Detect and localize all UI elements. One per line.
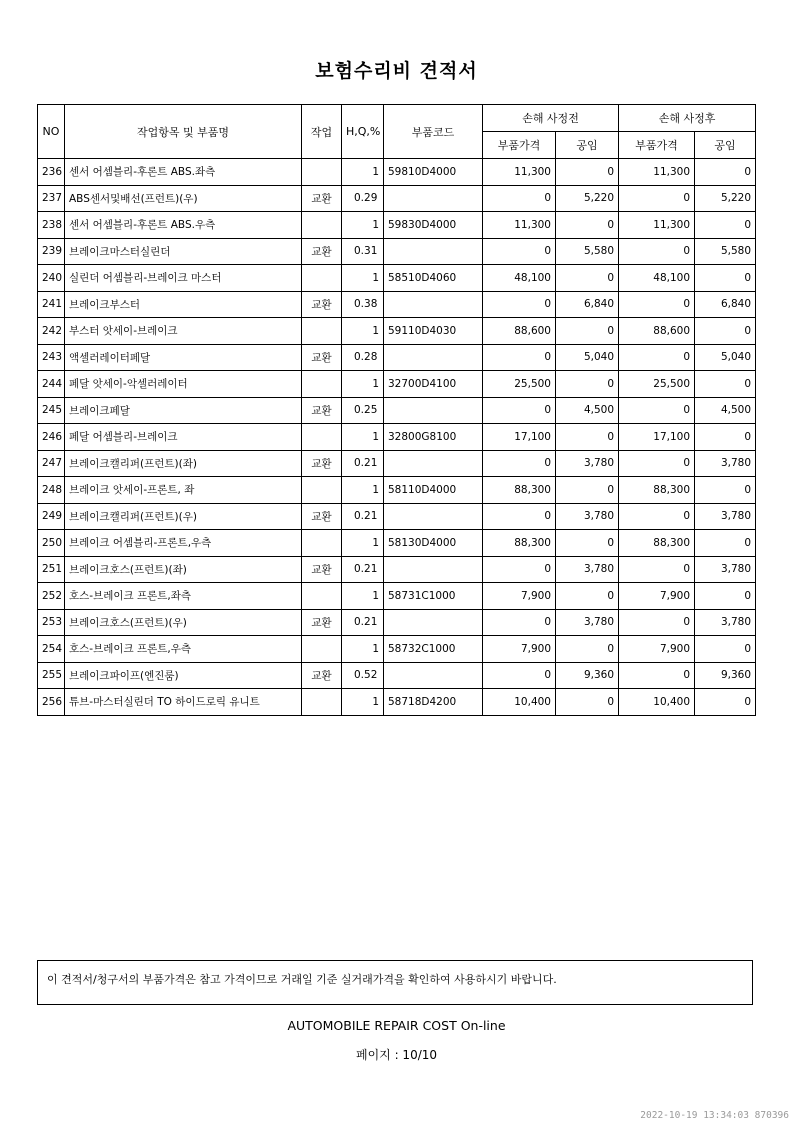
row-before-part-price: 0	[483, 238, 556, 265]
row-part-code: 59110D4030	[384, 318, 483, 345]
row-no: 237	[38, 185, 65, 212]
row-part-code	[384, 397, 483, 424]
row-after-labor: 0	[695, 530, 756, 557]
row-before-part-price: 0	[483, 662, 556, 689]
row-part-code: 32800G8100	[384, 424, 483, 451]
row-item-name: 브레이크마스터실린더	[65, 238, 302, 265]
row-no: 236	[38, 159, 65, 186]
row-after-part-price: 11,300	[619, 212, 695, 239]
row-before-part-price: 0	[483, 291, 556, 318]
row-after-part-price: 7,900	[619, 636, 695, 663]
row-before-labor: 3,780	[556, 503, 619, 530]
row-before-labor: 0	[556, 212, 619, 239]
table-row	[38, 583, 756, 610]
row-after-part-price: 0	[619, 662, 695, 689]
row-hq: 1	[342, 371, 384, 398]
row-hq: 0.21	[342, 450, 384, 477]
row-item-name: 센서 어셈블리-후론트 ABS.우측	[65, 212, 302, 239]
row-item-name: 센서 어셈블리-후론트 ABS.좌측	[65, 159, 302, 186]
row-after-labor: 0	[695, 636, 756, 663]
row-after-labor: 5,580	[695, 238, 756, 265]
row-no: 244	[38, 371, 65, 398]
row-item-name: 브레이크캘리퍼(프런트)(우)	[65, 503, 302, 530]
row-work	[302, 424, 342, 451]
footer-brand: AUTOMOBILE REPAIR COST On-line	[287, 1018, 506, 1033]
row-after-labor: 0	[695, 159, 756, 186]
row-after-part-price: 88,600	[619, 318, 695, 345]
row-before-labor: 0	[556, 530, 619, 557]
row-part-code	[384, 344, 483, 371]
row-no: 245	[38, 397, 65, 424]
row-after-labor: 0	[695, 212, 756, 239]
table-row	[38, 318, 756, 345]
row-part-code	[384, 556, 483, 583]
row-no: 248	[38, 477, 65, 504]
row-after-labor: 3,780	[695, 450, 756, 477]
row-after-labor: 0	[695, 318, 756, 345]
table-row	[38, 424, 756, 451]
row-before-labor: 0	[556, 265, 619, 292]
row-hq: 1	[342, 530, 384, 557]
row-item-name: 부스터 앗세이-브레이크	[65, 318, 302, 345]
table-row	[38, 212, 756, 239]
row-hq: 1	[342, 159, 384, 186]
row-before-part-price: 88,300	[483, 530, 556, 557]
row-after-labor: 0	[695, 583, 756, 610]
print-timestamp: 2022-10-19 13:34:03 870396	[640, 1110, 789, 1121]
row-no: 251	[38, 556, 65, 583]
row-no: 249	[38, 503, 65, 530]
row-after-labor: 0	[695, 265, 756, 292]
row-item-name: 브레이크 어셈블리-프론트,우측	[65, 530, 302, 557]
row-before-labor: 0	[556, 583, 619, 610]
table-row	[38, 159, 756, 186]
row-work: 교환	[302, 662, 342, 689]
row-no: 242	[38, 318, 65, 345]
row-after-part-price: 11,300	[619, 159, 695, 186]
row-after-part-price: 0	[619, 556, 695, 583]
header-after: 손해 사정후	[619, 105, 756, 132]
row-after-labor: 0	[695, 424, 756, 451]
row-no: 246	[38, 424, 65, 451]
row-after-part-price: 88,300	[619, 477, 695, 504]
row-hq: 1	[342, 477, 384, 504]
table-row	[38, 503, 756, 530]
row-hq: 0.28	[342, 344, 384, 371]
row-after-part-price: 7,900	[619, 583, 695, 610]
row-after-part-price: 88,300	[619, 530, 695, 557]
row-item-name: 브레이크 앗세이-프론트, 좌	[65, 477, 302, 504]
table-row	[38, 238, 756, 265]
row-work: 교환	[302, 291, 342, 318]
row-hq: 0.52	[342, 662, 384, 689]
row-before-labor: 5,040	[556, 344, 619, 371]
row-before-labor: 3,780	[556, 450, 619, 477]
row-hq: 0.21	[342, 556, 384, 583]
row-work	[302, 318, 342, 345]
row-work	[302, 212, 342, 239]
row-item-name: 브레이크호스(프런트)(좌)	[65, 556, 302, 583]
row-part-code: 59810D4000	[384, 159, 483, 186]
row-hq: 0.31	[342, 238, 384, 265]
row-part-code: 58731C1000	[384, 583, 483, 610]
row-before-part-price: 17,100	[483, 424, 556, 451]
row-before-labor: 0	[556, 689, 619, 716]
row-before-part-price: 11,300	[483, 159, 556, 186]
row-hq: 1	[342, 636, 384, 663]
row-work: 교환	[302, 238, 342, 265]
row-item-name: ABS센서및배선(프런트)(우)	[65, 185, 302, 212]
row-hq: 1	[342, 583, 384, 610]
row-hq: 1	[342, 265, 384, 292]
row-after-part-price: 0	[619, 450, 695, 477]
row-work: 교환	[302, 397, 342, 424]
header-after-part-price: 부품가격	[619, 132, 695, 159]
row-hq: 0.21	[342, 609, 384, 636]
row-hq: 1	[342, 424, 384, 451]
row-work	[302, 636, 342, 663]
row-part-code: 58732C1000	[384, 636, 483, 663]
row-before-part-price: 7,900	[483, 636, 556, 663]
row-before-part-price: 0	[483, 397, 556, 424]
row-before-labor: 3,780	[556, 556, 619, 583]
row-after-labor: 0	[695, 371, 756, 398]
row-before-labor: 5,220	[556, 185, 619, 212]
row-work: 교환	[302, 556, 342, 583]
row-item-name: 실린더 어셈블리-브레이크 마스터	[65, 265, 302, 292]
table-row	[38, 397, 756, 424]
row-before-part-price: 0	[483, 185, 556, 212]
row-no: 256	[38, 689, 65, 716]
row-no: 238	[38, 212, 65, 239]
row-item-name: 브레이크페달	[65, 397, 302, 424]
row-item-name: 튜브-마스터실린더 TO 하이드로릭 유니트	[65, 689, 302, 716]
row-before-part-price: 11,300	[483, 212, 556, 239]
row-part-code: 58110D4000	[384, 477, 483, 504]
row-no: 243	[38, 344, 65, 371]
row-no: 255	[38, 662, 65, 689]
row-before-labor: 0	[556, 318, 619, 345]
row-item-name: 브레이크호스(프런트)(우)	[65, 609, 302, 636]
row-after-part-price: 0	[619, 609, 695, 636]
row-work: 교환	[302, 609, 342, 636]
row-after-labor: 5,220	[695, 185, 756, 212]
row-no: 253	[38, 609, 65, 636]
row-after-part-price: 0	[619, 238, 695, 265]
row-before-labor: 3,780	[556, 609, 619, 636]
table-row	[38, 662, 756, 689]
header-before: 손해 사정전	[483, 105, 619, 132]
row-part-code	[384, 291, 483, 318]
row-part-code: 58510D4060	[384, 265, 483, 292]
row-work: 교환	[302, 450, 342, 477]
row-part-code: 58718D4200	[384, 689, 483, 716]
row-after-part-price: 25,500	[619, 371, 695, 398]
row-before-labor: 4,500	[556, 397, 619, 424]
row-after-part-price: 0	[619, 185, 695, 212]
header-work: 작업	[302, 105, 342, 159]
row-no: 239	[38, 238, 65, 265]
header-hq: H,Q,%	[342, 105, 384, 159]
row-before-part-price: 0	[483, 503, 556, 530]
row-after-labor: 9,360	[695, 662, 756, 689]
table-row	[38, 530, 756, 557]
table-row	[38, 636, 756, 663]
row-before-part-price: 25,500	[483, 371, 556, 398]
row-before-labor: 5,580	[556, 238, 619, 265]
row-part-code	[384, 503, 483, 530]
row-work	[302, 689, 342, 716]
row-part-code: 32700D4100	[384, 371, 483, 398]
row-before-labor: 0	[556, 159, 619, 186]
row-before-part-price: 88,300	[483, 477, 556, 504]
row-hq: 0.38	[342, 291, 384, 318]
row-item-name: 페달 어셈블리-브레이크	[65, 424, 302, 451]
row-work: 교환	[302, 185, 342, 212]
row-no: 240	[38, 265, 65, 292]
table-row	[38, 291, 756, 318]
table-row	[38, 265, 756, 292]
row-before-part-price: 0	[483, 556, 556, 583]
header-code: 부품코드	[384, 105, 483, 159]
row-no: 254	[38, 636, 65, 663]
row-before-labor: 0	[556, 371, 619, 398]
row-hq: 0.25	[342, 397, 384, 424]
row-part-code: 58130D4000	[384, 530, 483, 557]
row-work	[302, 477, 342, 504]
row-work: 교환	[302, 344, 342, 371]
row-part-code	[384, 185, 483, 212]
header-item: 작업항목 및 부품명	[65, 105, 302, 159]
row-before-labor: 9,360	[556, 662, 619, 689]
row-item-name: 브레이크파이프(엔진룸)	[65, 662, 302, 689]
row-after-labor: 6,840	[695, 291, 756, 318]
row-item-name: 브레이크캘리퍼(프런트)(좌)	[65, 450, 302, 477]
row-work	[302, 265, 342, 292]
row-item-name: 호스-브레이크 프론트,우측	[65, 636, 302, 663]
row-after-labor: 3,780	[695, 556, 756, 583]
header-after-labor: 공임	[695, 132, 756, 159]
estimate-table	[37, 104, 756, 716]
header-before-labor: 공임	[556, 132, 619, 159]
row-after-labor: 3,780	[695, 503, 756, 530]
row-after-part-price: 0	[619, 291, 695, 318]
row-before-part-price: 0	[483, 609, 556, 636]
row-no: 241	[38, 291, 65, 318]
row-item-name: 브레이크부스터	[65, 291, 302, 318]
row-after-part-price: 17,100	[619, 424, 695, 451]
table-row	[38, 344, 756, 371]
row-work	[302, 159, 342, 186]
row-after-part-price: 48,100	[619, 265, 695, 292]
row-item-name: 페달 앗세이-악셀러레이터	[65, 371, 302, 398]
table-row	[38, 185, 756, 212]
document-title: 보험수리비 견적서	[315, 60, 478, 82]
row-part-code: 59830D4000	[384, 212, 483, 239]
row-hq: 0.21	[342, 503, 384, 530]
row-work	[302, 583, 342, 610]
row-before-part-price: 0	[483, 450, 556, 477]
row-after-labor: 0	[695, 477, 756, 504]
row-item-name: 액셀러레이터페달	[65, 344, 302, 371]
price-notice: 이 견적서/청구서의 부품가격은 참고 가격이므로 거래일 기준 실거래가격을 확인하여 사용하시기 바랍니다.	[37, 960, 753, 1005]
header-no: NO	[38, 105, 65, 159]
row-after-labor: 0	[695, 689, 756, 716]
row-work	[302, 371, 342, 398]
row-after-part-price: 0	[619, 503, 695, 530]
table-row	[38, 609, 756, 636]
row-part-code	[384, 450, 483, 477]
row-after-part-price: 10,400	[619, 689, 695, 716]
table-row	[38, 689, 756, 716]
row-before-part-price: 88,600	[483, 318, 556, 345]
row-hq: 1	[342, 689, 384, 716]
row-after-part-price: 0	[619, 344, 695, 371]
row-no: 247	[38, 450, 65, 477]
row-hq: 1	[342, 318, 384, 345]
row-work: 교환	[302, 503, 342, 530]
row-no: 252	[38, 583, 65, 610]
estimate-rows	[38, 159, 756, 716]
row-before-labor: 0	[556, 424, 619, 451]
row-after-labor: 5,040	[695, 344, 756, 371]
table-row	[38, 450, 756, 477]
table-row	[38, 371, 756, 398]
table-row	[38, 477, 756, 504]
row-part-code	[384, 609, 483, 636]
table-row	[38, 556, 756, 583]
row-before-labor: 6,840	[556, 291, 619, 318]
row-before-part-price: 10,400	[483, 689, 556, 716]
row-before-labor: 0	[556, 477, 619, 504]
row-after-labor: 4,500	[695, 397, 756, 424]
row-before-part-price: 0	[483, 344, 556, 371]
row-before-labor: 0	[556, 636, 619, 663]
row-part-code	[384, 238, 483, 265]
row-item-name: 호스-브레이크 프론트,좌측	[65, 583, 302, 610]
row-work	[302, 530, 342, 557]
header-before-part-price: 부품가격	[483, 132, 556, 159]
page-number: 페이지 : 10/10	[355, 1048, 438, 1062]
row-hq: 0.29	[342, 185, 384, 212]
row-hq: 1	[342, 212, 384, 239]
row-no: 250	[38, 530, 65, 557]
row-part-code	[384, 662, 483, 689]
row-before-part-price: 48,100	[483, 265, 556, 292]
row-before-part-price: 7,900	[483, 583, 556, 610]
row-after-labor: 3,780	[695, 609, 756, 636]
row-after-part-price: 0	[619, 397, 695, 424]
